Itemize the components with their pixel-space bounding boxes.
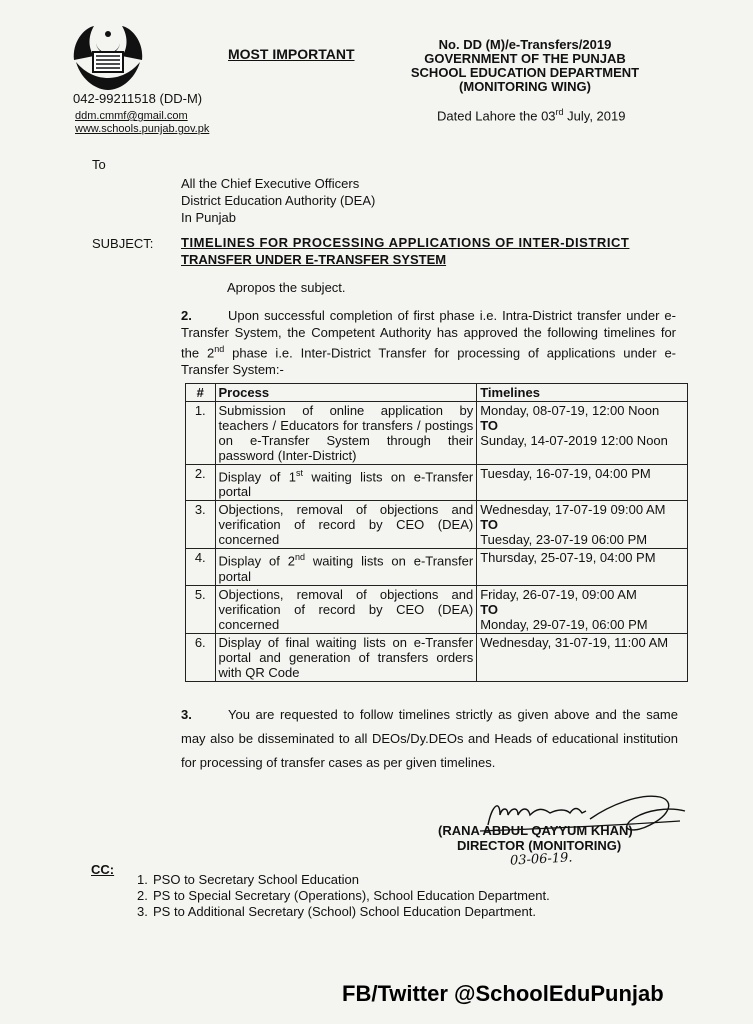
recipient-address: [181, 175, 375, 226]
timeline-start: Monday, 08-07-19, 12:00 Noon: [480, 403, 660, 418]
list-item: [137, 904, 550, 920]
paragraph-number: 3.: [181, 707, 192, 722]
row-number: 6.: [186, 633, 216, 681]
process-text: waiting lists on e-Transfer portal: [218, 553, 474, 584]
timeline-to: TO: [480, 601, 499, 617]
recipient-line: In Punjab: [181, 210, 236, 225]
paragraph-text: Upon successful completion of first phase i.e. Intra-District transfer under e-Transfer System, the Competent Authority has approved the following timelines for the 2: [181, 308, 676, 361]
row-timeline: [477, 585, 688, 633]
row-number: 2.: [186, 465, 216, 501]
government-name: GOVERNMENT OF THE PUNJAB: [424, 51, 626, 66]
list-text: PSO to Secretary School Education: [153, 872, 359, 887]
row-timeline: [477, 633, 688, 681]
punjab-emblem-icon: [68, 22, 148, 94]
timeline-end: Tuesday, 23-07-19 06:00 PM: [480, 532, 648, 548]
social-watermark: FB/Twitter @SchoolEduPunjab: [342, 981, 664, 1006]
row-process: Objections, removal of objections and verification of record by CEO (DEA) concerned: [215, 501, 477, 549]
to-label: To: [92, 157, 106, 172]
list-number: 1.: [137, 872, 148, 887]
timeline-start: Thursday, 25-07-19, 04:00 PM: [480, 550, 656, 566]
list-item: [137, 872, 550, 888]
timeline-to: TO: [480, 517, 499, 533]
ordinal-sup: st: [295, 468, 303, 478]
apropos-text: Apropos the subject.: [227, 280, 346, 295]
paragraph-number: 2.: [181, 308, 192, 323]
timeline-start: Wednesday, 17-07-19 09:00 AM: [480, 502, 666, 518]
header-process: Process: [215, 384, 477, 402]
letterhead: [400, 38, 650, 94]
row-process: [215, 549, 477, 585]
table-row: [186, 633, 688, 681]
recipient-line: District Education Authority (DEA): [181, 193, 376, 208]
paragraph-text: phase i.e. Inter-District Transfer for processing of applications under e-Transfer System:-: [181, 345, 676, 378]
row-process: Display of final waiting lists on e-Transfer portal and generation of transfers orders with QR Code: [215, 633, 477, 681]
process-text: Display of 1: [218, 469, 296, 485]
header-timelines: Timelines: [477, 384, 688, 402]
timeline-start: Friday, 26-07-19, 09:00 AM: [480, 586, 637, 602]
handwritten-date: 03-06-19.: [509, 850, 573, 869]
row-process: [215, 465, 477, 501]
timeline-end: Sunday, 14-07-2019 12:00 Noon: [480, 433, 668, 448]
table-row: [186, 402, 688, 465]
signatory-title: DIRECTOR (MONITORING): [457, 838, 622, 853]
date-month-year: July, 2019: [563, 108, 626, 124]
row-timeline: [477, 549, 688, 585]
row-process: Submission of online application by teachers / Educators for transfers / postings on e-Transfer System through their password (Inter-District): [215, 402, 477, 465]
table-header-row: [186, 384, 688, 402]
table-row: [186, 549, 688, 585]
signatory-name: (RANA ABDUL QAYYUM KHAN): [438, 823, 633, 838]
phone-number: 042-99211518 (DD-M): [73, 91, 203, 106]
process-text: waiting lists on e-Transfer portal: [218, 469, 474, 500]
list-number: 2.: [137, 888, 148, 903]
wing-name: (MONITORING WING): [459, 79, 591, 94]
issue-date: [437, 107, 625, 123]
table-row: [186, 585, 688, 633]
header-number: #: [186, 384, 216, 402]
row-number: 1.: [186, 402, 216, 465]
timeline-to: TO: [480, 418, 499, 433]
subject-line: TRANSFER UNDER E-TRANSFER SYSTEM: [181, 252, 447, 267]
row-process: Objections, removal of objections and verification of record by CEO (DEA) concerned: [215, 585, 477, 633]
ordinal-sup: nd: [294, 552, 305, 563]
list-text: PS to Special Secretary (Operations), School Education Department.: [153, 888, 550, 903]
subject-label: SUBJECT:: [92, 236, 154, 251]
list-text: PS to Additional Secretary (School) School Education Department.: [153, 904, 536, 919]
priority-heading: MOST IMPORTANT: [228, 46, 355, 62]
paragraph-2: [181, 307, 676, 378]
reference-number: No. DD (M)/e-Transfers/2019: [438, 37, 612, 52]
website-link[interactable]: www.schools.punjab.gov.pk: [75, 123, 210, 135]
list-item: [137, 888, 550, 904]
recipient-line: All the Chief Executive Officers: [181, 176, 360, 191]
row-number: 5.: [186, 585, 216, 633]
timeline-start: Tuesday, 16-07-19, 04:00 PM: [480, 466, 651, 481]
row-number: 4.: [186, 549, 216, 585]
ordinal-sup: nd: [214, 344, 225, 354]
date-prefix: Dated Lahore the 03: [437, 108, 556, 124]
row-timeline: [477, 465, 688, 501]
row-timeline: [477, 501, 688, 549]
email-link[interactable]: ddm.cmmf@gmail.com: [75, 110, 188, 122]
timeline-end: Monday, 29-07-19, 06:00 PM: [480, 616, 648, 632]
cc-label: CC:: [91, 862, 115, 877]
process-text: Display of 2: [218, 553, 295, 569]
paragraph-3: [181, 703, 678, 775]
date-suffix-sup: rd: [555, 107, 564, 117]
table-row: [186, 465, 688, 501]
row-number: 3.: [186, 501, 216, 549]
timelines-table: [185, 383, 688, 682]
cc-list: [137, 872, 550, 920]
subject-line: TIMELINES FOR PROCESSING APPLICATIONS OF INTER-DISTRICT: [181, 235, 630, 250]
subject-text: [181, 234, 675, 268]
timeline-start: Wednesday, 31-07-19, 11:00 AM: [480, 634, 669, 650]
list-number: 3.: [137, 904, 148, 919]
department-name: SCHOOL EDUCATION DEPARTMENT: [410, 65, 640, 80]
row-timeline: [477, 402, 688, 465]
paragraph-text: You are requested to follow timelines strictly as given above and the same may also be disseminated to all DEOs/Dy.DEOs and Heads of educational institution for processing of transfer cases as per given timelines.: [181, 707, 678, 770]
table-row: [186, 501, 688, 549]
